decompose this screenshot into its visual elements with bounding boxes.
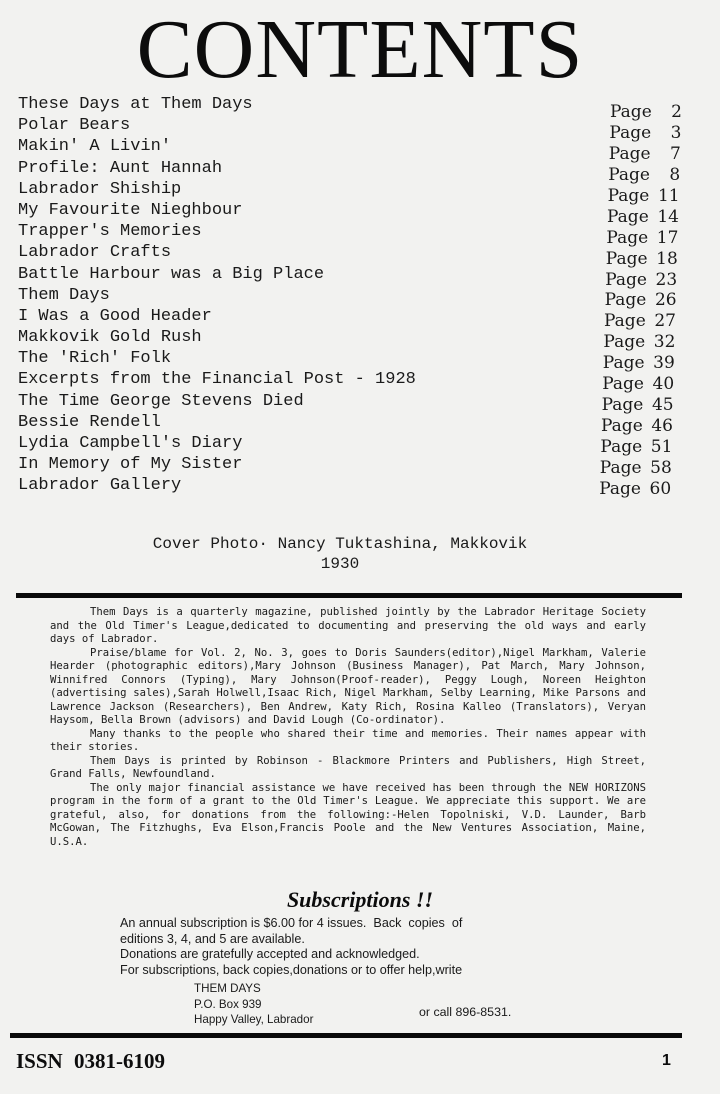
subscriptions-body (120, 916, 580, 978)
address-line: THEM DAYS (194, 982, 261, 995)
toc-entry (18, 179, 698, 206)
subscriptions-line: editions 3, 4, and 5 are available. (120, 931, 305, 946)
cover-photo-year: 1930 (320, 555, 360, 573)
page-value: 23 (655, 269, 678, 290)
page-value: 2 (671, 102, 682, 122)
toc-entry (18, 454, 698, 478)
page-value: 60 (649, 478, 672, 499)
page-value: 8 (669, 164, 681, 185)
cover-photo-line: Cover Photo· Nancy Tuktashina, Makkovik (152, 535, 528, 553)
page-label: Page (607, 206, 649, 227)
credits-paragraph: Them Days is printed by Robinson - Blackmore Printers and Publishers, High Street, Grand Falls, Newfoundland. (50, 754, 646, 780)
page-value: 26 (654, 290, 677, 311)
toc-entry-title: The Time George Stevens Died (18, 391, 304, 411)
page-value: 40 (652, 374, 675, 395)
toc-entry (18, 221, 698, 248)
toc-entry (18, 115, 698, 143)
page-label: Page (610, 102, 652, 122)
credits-paragraph: Them Days is a quarterly magazine, published jointly by the Labrador Heritage Society and the Old Timer's League,dedicated to documenting and preserving the old ways and early days of Labrador. (50, 606, 646, 645)
toc-entry (18, 391, 698, 416)
toc-entry-title: Lydia Campbell's Diary (18, 434, 243, 453)
page-label: Page (600, 437, 643, 457)
page-label: Page (601, 416, 643, 437)
credits-section (50, 606, 646, 849)
toc-entry (18, 433, 698, 457)
credits-paragraph: The only major financial assistance we have received has been through the NEW HORIZONS program in the form of a grant to the Old Timer's League. We appreciate this support. We are grateful, also, for donations from the following:-Helen Topolniski, V.D. Launder, Barb McGowan, The Fitzhughs, Eva Elson,Francis Poole and the New Ventures Association, Maine, U.S.A. (50, 781, 646, 848)
toc-entry (18, 136, 698, 164)
page-value: 27 (654, 311, 676, 332)
page-value: 39 (653, 353, 675, 374)
issn-number: ISSN 0381-6109 (16, 1049, 165, 1073)
toc-entry (18, 369, 698, 395)
subscriptions-line: Donations are gratefully accepted and acknowledged. (120, 947, 420, 961)
page-label: Page (602, 374, 644, 395)
page-label: Page (604, 290, 647, 311)
address-line: P.O. Box 939 (194, 997, 262, 1011)
page-value: 7 (669, 143, 681, 164)
toc-entry-title: Battle Harbour was a Big Place (18, 264, 325, 284)
toc-entry-title: Polar Bears (18, 116, 131, 136)
credits-paragraph: Many thanks to the people who shared their time and memories. Their names appear with their stories. (50, 727, 646, 753)
phone-number: or call 896-8531. (419, 1005, 512, 1019)
address-line: Happy Valley, Labrador (194, 1013, 314, 1026)
page-label: Page (607, 185, 650, 206)
page-value: 51 (650, 437, 673, 457)
page-value: 58 (650, 457, 672, 478)
page-value: 3 (670, 122, 682, 143)
page-value: 32 (653, 332, 676, 353)
toc-entry (18, 94, 698, 122)
bottom-divider (10, 1033, 682, 1038)
toc-entry-title: Labrador Crafts (18, 243, 172, 263)
toc-entry-title: Bessie Rendell (18, 412, 161, 432)
toc-entry-page (599, 479, 671, 500)
toc-entry (18, 348, 698, 374)
toc-entry (18, 264, 698, 290)
page-value: 17 (656, 227, 679, 248)
page-label: Page (609, 122, 652, 143)
toc-entry (18, 158, 698, 185)
toc-entry-title: These Days at Them Days (18, 95, 253, 114)
table-of-contents (18, 94, 698, 497)
page-value: 11 (657, 185, 680, 206)
toc-entry-title: In Memory of My Sister (18, 455, 243, 475)
page-value: 18 (656, 248, 678, 269)
cover-photo-caption (0, 534, 680, 574)
page-value: 45 (651, 395, 674, 416)
page-label: Page (608, 143, 651, 164)
toc-entry-title: Them Days (18, 285, 110, 305)
subscriptions-heading: Subscriptions !! (286, 887, 434, 912)
toc-entry-title: My Favourite Nieghbour (18, 200, 243, 220)
top-divider (16, 593, 682, 598)
subscriptions-line: For subscriptions, back copies,donations or to offer help,write (120, 962, 463, 977)
page-value: 46 (651, 416, 673, 437)
toc-entry (18, 475, 698, 499)
page-number: 1 (662, 1052, 671, 1069)
subscriptions-line: An annual subscription is $6.00 for 4 issues. Back copies of (120, 916, 463, 930)
page-value: 14 (657, 206, 679, 227)
page-label: Page (599, 478, 641, 499)
toc-entry-title: I Was a Good Header (18, 306, 212, 326)
toc-entry-title: The 'Rich' Folk (18, 349, 172, 369)
page-label: Page (599, 457, 642, 478)
page-label: Page (603, 332, 646, 353)
toc-entry-title: Excerpts from the Financial Post - 1928 (18, 370, 416, 390)
toc-entry-title: Trapper's Memories (18, 222, 202, 242)
page-label: Page (605, 248, 648, 269)
toc-entry-title: Makkovik Gold Rush (18, 328, 202, 348)
toc-entry-title: Profile: Aunt Hannah (18, 158, 223, 178)
page-label: Page (605, 269, 647, 290)
toc-entry (18, 412, 698, 437)
mailing-address (194, 981, 313, 1028)
page-label: Page (604, 311, 646, 332)
page-title: CONTENTS (136, 3, 584, 96)
toc-entry (18, 285, 698, 311)
toc-entry-title: Makin' A Livin' (18, 137, 172, 157)
toc-entry (18, 200, 698, 227)
toc-entry-title: Labrador Gallery (18, 476, 182, 496)
page-label: Page (608, 164, 650, 185)
toc-entry (18, 327, 698, 353)
credits-paragraph: Praise/blame for Vol. 2, No. 3, goes to Doris Saunders(editor),Nigel Markham, Valerie Hearder (photographic editors),Mary Johnson (Business Manager), Pat March, Mary Johnson, Winnifred Connors (Typing), Mary Johnson(Proof-reader), Peggy Lough, Noreen Heighton (advertising sales),Sarah Holwell,Isaac Rich, Nigel Markham, Selby Learning, Mike Parsons and Lawrence Jackson (Researchers), Ben Andrew, Katy Rich, Rosina Kalleo (Translators), Veryan Haysom, Bella Brown (advisors) and David Lough (Co-ordinator). (50, 646, 646, 726)
toc-entry (18, 306, 698, 332)
toc-entry-title: Labrador Shiship (18, 179, 182, 199)
page-label: Page (602, 353, 645, 374)
page-label: Page (601, 395, 644, 416)
page-label: Page (606, 227, 649, 248)
toc-entry (18, 242, 698, 269)
